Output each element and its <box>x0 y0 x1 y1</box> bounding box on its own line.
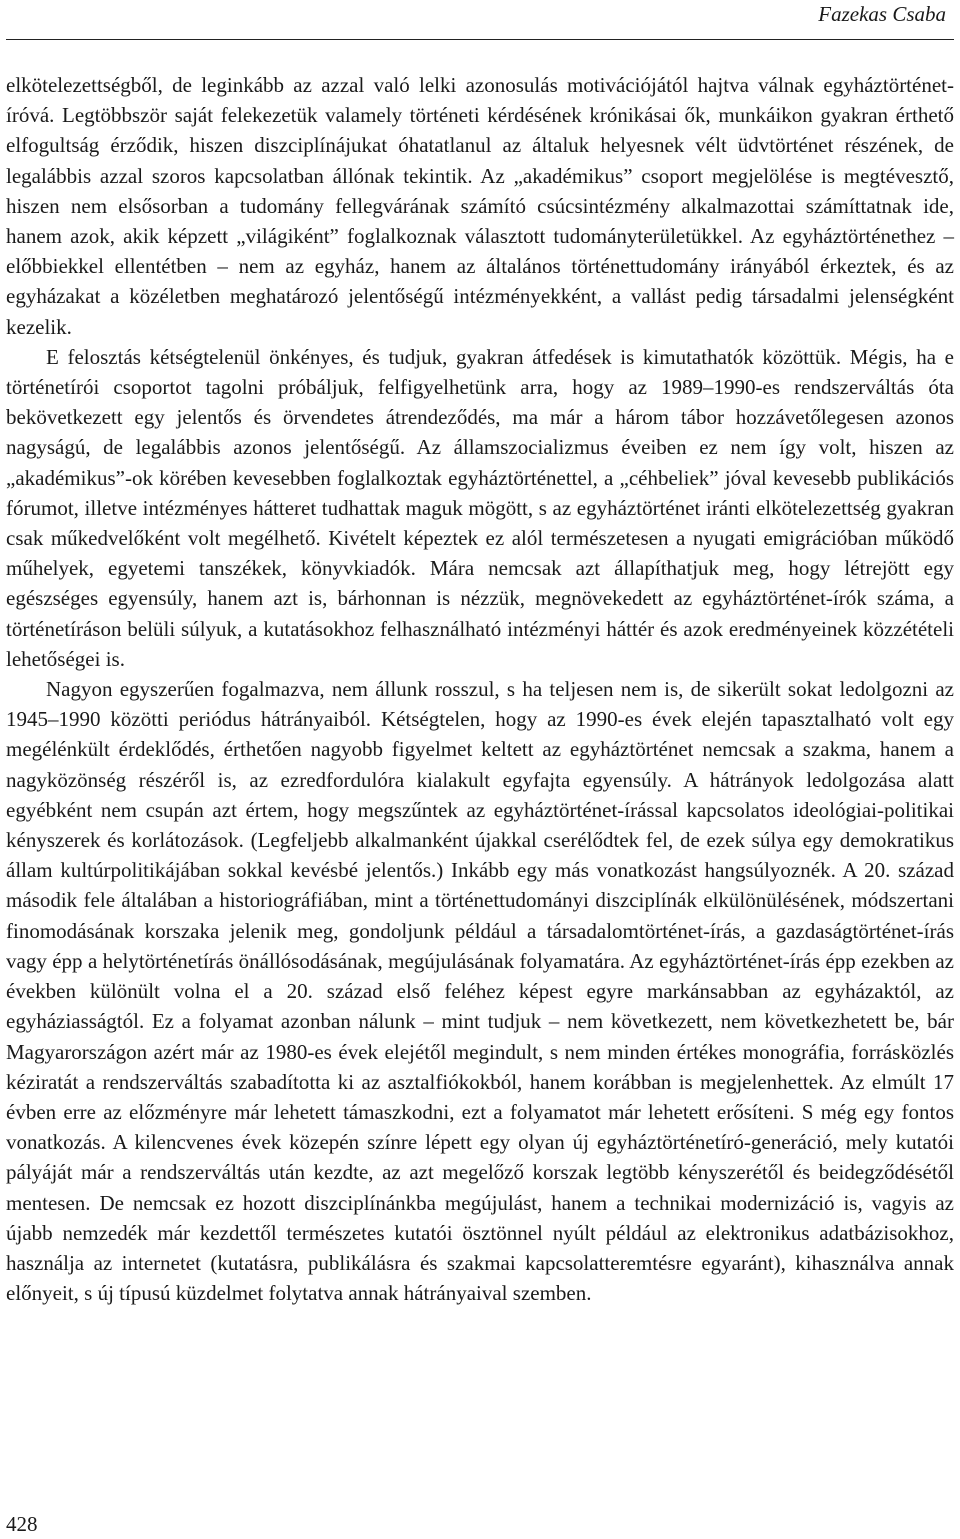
header-divider <box>6 39 954 40</box>
body-text <box>6 70 954 1308</box>
running-head-author: Fazekas Csaba <box>818 2 946 26</box>
paragraph: Nagyon egyszerűen fogalmazva, nem állunk rosszul, s ha teljesen nem is, de sikerült sokat ledolgozni az 1945–1990 közötti periódus hátrányaiból. Kétségtelen, hogy az 1990-es évek elején tapasztalható volt egy megélénkült érdeklődés, érthetően nagyobb figyelmet keltett az egyháztörténet nemcsak a szakma, hanem a nagyközönség részéről is, az ezredfordulóra kialakult egyfajta egyensúly. A hátrányok ledolgozása alatt egyébként nem csupán azt értem, hogy megszűntek az egyháztörténet-írással kapcsolatos ideológiai-politikai kényszerek és korlátozások. (Legfeljebb alkalmanként újakkal cserélődtek fel, de ezek súlya egy demokratikus állam kultúrpolitikájában sokkal kevésbé jelentős.) Inkább egy más vonatkozást hangsúlyoznék. A 20. század második fele általában a historiográfiában, mint a történettudományi diszciplínák elkülönülésének, módszertani finomodásának korszaka jelenik meg, gondoljunk például a társadalomtörténet-írás, a gazdaságtörténet-írás vagy épp a helytörténetírás önállósodásának, megújulásának folyamatára. Az egyháztörténet-írás épp ezekben az években különült volna el a 20. század első feléhez képest egyre markánsabban az egyházaktól, az egyháziasságtól. Ez a folyamat azonban nálunk – mint tudjuk – nem következett, nem következhetett be, bár Magyarországon azért már az 1980-es évek elejétől megindult, s nem minden értékes monográfia, forrásközlés kéziratát a rendszerváltás szabadította ki az asztalfiókokból, hanem korábban is megjelenhettek. Az elmúlt 17 évben erre az előzményre már lehetett támaszkodni, ezt a folyamatot már lehetett erősíteni. S még egy fontos vonatkozás. A kilencvenes évek közepén színre lépett egy olyan új egyháztörténetíró-generáció, mely kutatói pályáját már a rendszerváltás után kezdte, az azt megelőző korszak legtöbb kényszerétől és beidegződésétől mentesen. De nemcsak ez hozott diszciplínánkba megújulást, hanem a technikai modernizáció is, vagyis az újabb nemzedék már kezdettől természetes kutatói ösztönnel nyúlt például az elektronikus adatbázisokhoz, használja az internetet (kutatásra, publikálásra és szakmai kapcsolatteremtésre egyaránt), kihasználva annak előnyeit, s új típusú küzdelmet folytatva annak hátrányaival szemben. <box>6 677 954 1306</box>
paragraph: elkötelezettségből, de leginkább az azzal való lelki azonosulás motivációjától hajtva válnak egyháztörténet-íróvá. Legtöbbször saját felekezetük valamely történeti kérdésének krónikásai ők, munkáikon gyakran érthető elfogultság érződik, hiszen diszciplínájukat óhatatlanul az általuk helyesnek vélt üdvtörténet részének, de legalábbis azzal szoros kapcsolatban állónak tekintik. Az „akadémikus” csoport megjelölése is megtévesztő, hiszen nem elsősorban a tudomány fellegvárának számító csúcsintézmény alkalmazottai számíttatnak ide, hanem azok, akik képzett „világiként” foglalkoznak választott tudományterületükkel. Az egyháztörténethez – előbbiekkel ellentétben – nem az egyház, hanem az általános történettudomány irányából érkeztek, és az egyházakat a közéletben meghatározó jelentőségű intézményekként, a vallást pedig társadalmi jelenségként kezelik. <box>6 73 954 339</box>
page-number: 428 <box>6 1512 38 1536</box>
paragraph: E felosztás kétségtelenül önkényes, és tudjuk, gyakran átfedések is kimutathatók közöttük. Mégis, ha e történetírói csoportot tagolni próbáljuk, felfigyelhetünk arra, hogy az 1989–1990-es rendszerváltás óta bekövetkezett egy jelentős és örvendetes átrendeződés, ma már a három tábor hozzávetőlegesen azonos nagyságú, de legalábbis azonos jelentőségű. Az államszocializmus éveiben ez nem így volt, hiszen az „akadémikus”-ok körében kevesebben foglalkoztak egyháztörténettel, a „céhbeliek” jóval kevesebb publikációs fórumot, illetve intézményes hátteret tudhattak maguk mögött, s az egyháztörténet iránti elkötelezettség gyakran csak műkedvelőként volt megélhető. Kivételt képeztek ez alól természetesen a nyugati emigrációban működő műhelyek, egyetemi tanszékek, könyvkiadók. Mára nemcsak azt állapíthatjuk meg, hogy létrejött egy egészséges egyensúly, hanem azt is, bárhonnan is nézzük, megnövekedett az egyháztörténet-írók száma, a történetíráson belüli súlyuk, a kutatásokhoz felhasználható intézményi háttér és azok eredményeinek közzétételi lehetőségei is. <box>6 344 954 671</box>
